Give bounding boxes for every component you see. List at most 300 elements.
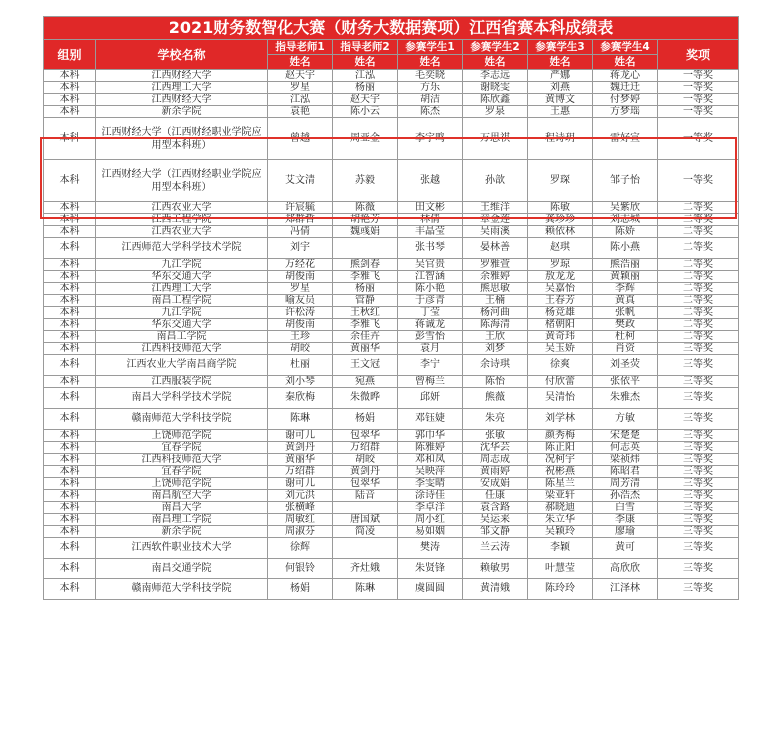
cell-student4: 张帆 [593,307,658,319]
cell-student2: 黄清娥 [463,579,528,600]
cell-group: 本科 [44,355,96,376]
cell-student4: 蒋龙心 [593,70,658,82]
cell-award: 二等奖 [658,295,739,307]
table-row [44,478,739,490]
cell-teacher2: 江泓 [333,70,398,82]
cell-student4: 陈小燕 [593,238,658,259]
cell-teacher1: 何银铃 [268,559,333,579]
cell-award: 三等奖 [658,430,739,442]
table-row [44,559,739,579]
cell-award: 一等奖 [658,106,739,118]
cell-student2: 熊薇 [463,388,528,409]
cell-award: 二等奖 [658,319,739,331]
cell-group: 本科 [44,579,96,600]
cell-student3: 祝彬燕 [528,466,593,478]
cell-group: 本科 [44,160,96,202]
cell-school: 赣南师范大学科技学院 [96,579,268,600]
cell-student2: 沈华芸 [463,442,528,454]
table-row [44,70,739,82]
cell-school: 新余学院 [96,106,268,118]
cell-student2: 邹文静 [463,526,528,538]
cell-student4: 陈娇 [593,226,658,238]
cell-award: 一等奖 [658,70,739,82]
cell-award: 一等奖 [658,118,739,160]
table-row [44,490,739,502]
cell-student4: 廖瑜 [593,526,658,538]
cell-student2: 陈海清 [463,319,528,331]
cell-teacher1: 周敏红 [268,514,333,526]
cell-school: 江西农业大学 [96,226,268,238]
cell-student3: 严娜 [528,70,593,82]
cell-award: 三等奖 [658,559,739,579]
cell-student3: 颜秀梅 [528,430,593,442]
cell-student1: 林倩 [398,214,463,226]
cell-school: 南昌交通学院 [96,559,268,579]
cell-student1: 胡洁 [398,94,463,106]
cell-teacher1: 赵天宇 [268,70,333,82]
cell-group: 本科 [44,331,96,343]
cell-student4: 樊政 [593,319,658,331]
cell-student4: 方梦瑶 [593,106,658,118]
cell-teacher2: 王秋红 [333,307,398,319]
cell-group: 本科 [44,283,96,295]
cell-award: 三等奖 [658,343,739,355]
cell-teacher1: 刘元洪 [268,490,333,502]
table-row [44,538,739,559]
cell-award: 三等奖 [658,454,739,466]
cell-student3: 陈星兰 [528,478,593,490]
cell-school: 江西农业大学南昌商学院 [96,355,268,376]
cell-student1: 李雯晴 [398,478,463,490]
cell-student3: 刘燕 [528,82,593,94]
cell-student2: 晏林善 [463,238,528,259]
cell-teacher1: 刘小琴 [268,376,333,388]
cell-student1: 毛奕晓 [398,70,463,82]
cell-group: 本科 [44,202,96,214]
cell-student3: 罗琼 [528,259,593,271]
cell-teacher1: 刘宇 [268,238,333,259]
cell-student2: 赖敏男 [463,559,528,579]
cell-student4: 吴紫欣 [593,202,658,214]
cell-award: 三等奖 [658,502,739,514]
cell-student2: 刘梦 [463,343,528,355]
cell-teacher1: 罗星 [268,82,333,94]
cell-student4: 邹子怡 [593,160,658,202]
cell-school: 江西财经大学 [96,70,268,82]
cell-group: 本科 [44,307,96,319]
cell-award: 三等奖 [658,355,739,376]
cell-teacher1: 谢可儿 [268,478,333,490]
cell-student3: 赖依林 [528,226,593,238]
cell-student3: 赵琪 [528,238,593,259]
cell-school: 江西科技师范大学 [96,454,268,466]
cell-school: 九江学院 [96,307,268,319]
cell-teacher2: 宛燕 [333,376,398,388]
cell-school: 南昌工学院 [96,331,268,343]
cell-teacher2: 陈薇 [333,202,398,214]
cell-teacher2: 赵天宇 [333,94,398,106]
table-body [44,70,739,600]
cell-teacher2: 余佳卉 [333,331,398,343]
cell-teacher2: 杨丽 [333,283,398,295]
cell-student2: 章金莲 [463,214,528,226]
cell-teacher2: 陈小云 [333,106,398,118]
cell-student4: 魏迁迁 [593,82,658,94]
table-row [44,271,739,283]
cell-teacher1: 胡皎 [268,343,333,355]
cell-teacher2: 陆音 [333,490,398,502]
cell-student4: 李康 [593,514,658,526]
cell-award: 二等奖 [658,307,739,319]
table-row [44,526,739,538]
cell-student1: 邓钰婕 [398,409,463,430]
cell-student1: 邱妍 [398,388,463,409]
cell-group: 本科 [44,238,96,259]
header-group: 组别 [44,40,96,70]
cell-student4: 朱雅杰 [593,388,658,409]
table-row [44,355,739,376]
table-row [44,579,739,600]
cell-student3: 徐爽 [528,355,593,376]
cell-student4: 刘志城 [593,214,658,226]
cell-student4: 雷好宣 [593,118,658,160]
cell-group: 本科 [44,490,96,502]
header-name: 姓名 [268,55,333,70]
cell-school: 上饶师范学院 [96,430,268,442]
cell-student2: 谢晓雯 [463,82,528,94]
cell-student2: 万思祺 [463,118,528,160]
cell-teacher1: 江泓 [268,94,333,106]
cell-teacher1: 冯倩 [268,226,333,238]
cell-teacher2: 黄丽华 [333,343,398,355]
cell-student1: 张书琴 [398,238,463,259]
header-teacher2: 指导老师2 [333,40,398,55]
cell-student1: 易如姻 [398,526,463,538]
cell-award: 二等奖 [658,238,739,259]
cell-student1: 彭雪怡 [398,331,463,343]
cell-school: 江西工程学院 [96,214,268,226]
table-row [44,343,739,355]
cell-student4: 高欣欣 [593,559,658,579]
cell-teacher2: 熊剑春 [333,259,398,271]
cell-student3: 黄博文 [528,94,593,106]
cell-teacher2: 齐灶娥 [333,559,398,579]
cell-award: 二等奖 [658,202,739,214]
cell-group: 本科 [44,94,96,106]
cell-student1: 袁月 [398,343,463,355]
cell-school: 宜春学院 [96,466,268,478]
cell-teacher2: 胡皎 [333,454,398,466]
cell-teacher2: 杨丽 [333,82,398,94]
cell-student2: 罗雅萱 [463,259,528,271]
cell-student3: 王春芳 [528,295,593,307]
cell-teacher1: 徐辉 [268,538,333,559]
table-row [44,514,739,526]
cell-group: 本科 [44,319,96,331]
header-student3: 参赛学生3 [528,40,593,55]
cell-school: 江西农业大学 [96,202,268,214]
cell-school: 赣南师范大学科技学院 [96,409,268,430]
cell-award: 三等奖 [658,514,739,526]
cell-school: 江西科技师范大学 [96,343,268,355]
cell-student4: 李辉 [593,283,658,295]
cell-student2: 熊思敏 [463,283,528,295]
cell-student1: 吴官贵 [398,259,463,271]
cell-student1: 蒋诚龙 [398,319,463,331]
cell-teacher1: 杜丽 [268,355,333,376]
cell-student2: 杨河曲 [463,307,528,319]
cell-award: 三等奖 [658,376,739,388]
cell-teacher2: 唐国斌 [333,514,398,526]
cell-award: 三等奖 [658,490,739,502]
cell-student1: 曾梅兰 [398,376,463,388]
cell-group: 本科 [44,430,96,442]
cell-student3: 王惠 [528,106,593,118]
cell-student2: 兰云涛 [463,538,528,559]
cell-group: 本科 [44,82,96,94]
cell-student3: 付欣蕾 [528,376,593,388]
cell-group: 本科 [44,214,96,226]
table-row [44,409,739,430]
cell-student1: 丰晶莹 [398,226,463,238]
cell-student2: 李志远 [463,70,528,82]
cell-award: 二等奖 [658,283,739,295]
cell-student2: 朱亮 [463,409,528,430]
table-row [44,502,739,514]
cell-student3: 龚珍珍 [528,214,593,226]
cell-teacher1: 罗星 [268,283,333,295]
cell-student3: 罗琛 [528,160,593,202]
cell-student1: 李卓洋 [398,502,463,514]
score-sheet [43,16,738,600]
cell-teacher1: 胡俊南 [268,319,333,331]
cell-student4: 黄颖丽 [593,271,658,283]
cell-award: 二等奖 [658,271,739,283]
cell-award: 一等奖 [658,160,739,202]
cell-teacher1: 黄剑丹 [268,442,333,454]
header-student2: 参赛学生2 [463,40,528,55]
cell-school: 新余学院 [96,526,268,538]
cell-student4: 杜柯 [593,331,658,343]
cell-teacher1: 袁艳 [268,106,333,118]
cell-student4: 熊浩丽 [593,259,658,271]
cell-student1: 丁莹 [398,307,463,319]
cell-student1: 邓和凤 [398,454,463,466]
cell-student3: 吴清怡 [528,388,593,409]
header-student4: 参赛学生4 [593,40,658,55]
cell-school: 南昌大学科学技术学院 [96,388,268,409]
cell-award: 三等奖 [658,526,739,538]
cell-teacher1: 王珍 [268,331,333,343]
cell-teacher2: 包翠华 [333,478,398,490]
cell-group: 本科 [44,559,96,579]
cell-school: 南昌大学 [96,502,268,514]
table-row [44,106,739,118]
table-row [44,466,739,478]
cell-school: 宜春学院 [96,442,268,454]
cell-student4: 刘圣荧 [593,355,658,376]
cell-student2: 余诗琪 [463,355,528,376]
cell-student2: 任康 [463,490,528,502]
cell-school: 江西软件职业技术大学 [96,538,268,559]
cell-school: 江西理工大学 [96,82,268,94]
cell-teacher2: 万绍群 [333,442,398,454]
table-row [44,388,739,409]
cell-teacher2 [333,538,398,559]
cell-group: 本科 [44,343,96,355]
cell-student2: 周志成 [463,454,528,466]
cell-school: 江西财经大学（江西财经职业学院应用型本科班） [96,118,268,160]
cell-student4: 黄可 [593,538,658,559]
cell-student2: 罗泉 [463,106,528,118]
header-teacher1: 指导老师1 [268,40,333,55]
cell-school: 江西服装学院 [96,376,268,388]
cell-teacher2: 管静 [333,295,398,307]
cell-school: 南昌航空大学 [96,490,268,502]
results-table [43,16,739,600]
header-name: 姓名 [463,55,528,70]
cell-group: 本科 [44,502,96,514]
cell-teacher2: 朱微晔 [333,388,398,409]
cell-student1: 周小红 [398,514,463,526]
cell-award: 三等奖 [658,478,739,490]
cell-teacher2 [333,502,398,514]
table-title: 2021财务数智化大赛（财务大数据赛项）江西省赛本科成绩表 [44,17,739,40]
cell-student3: 敖龙龙 [528,271,593,283]
cell-student3: 吴嘉怡 [528,283,593,295]
cell-teacher1: 万绍群 [268,466,333,478]
cell-group: 本科 [44,295,96,307]
cell-teacher2: 王文冠 [333,355,398,376]
table-row [44,160,739,202]
cell-teacher1: 胡俊南 [268,271,333,283]
cell-student3: 梁亚轩 [528,490,593,502]
cell-student1: 涂诗佳 [398,490,463,502]
cell-school: 江西财经大学 [96,94,268,106]
cell-student3: 李颖 [528,538,593,559]
cell-school: 江西师范大学科学技术学院 [96,238,268,259]
cell-school: 江西理工大学 [96,283,268,295]
table-row [44,319,739,331]
table-row [44,295,739,307]
cell-student1: 田文彬 [398,202,463,214]
cell-teacher1: 秦欣梅 [268,388,333,409]
cell-student4: 周芳清 [593,478,658,490]
cell-student4: 付梦婷 [593,94,658,106]
cell-student2: 王楠 [463,295,528,307]
cell-student3: 朱立华 [528,514,593,526]
cell-teacher1: 郑群哲 [268,214,333,226]
cell-group: 本科 [44,118,96,160]
cell-teacher1: 周淑芬 [268,526,333,538]
cell-student3: 吴颖玲 [528,526,593,538]
cell-student3: 黄奇玮 [528,331,593,343]
cell-student2: 袁含路 [463,502,528,514]
cell-award: 三等奖 [658,409,739,430]
cell-teacher1: 黄丽华 [268,454,333,466]
cell-student2: 余雅婷 [463,271,528,283]
cell-group: 本科 [44,442,96,454]
cell-group: 本科 [44,271,96,283]
cell-school: 华东交通大学 [96,271,268,283]
cell-teacher2: 胡艳芳 [333,214,398,226]
table-row [44,283,739,295]
cell-student3: 郝晓迪 [528,502,593,514]
header-name: 姓名 [593,55,658,70]
cell-group: 本科 [44,454,96,466]
cell-student1: 张越 [398,160,463,202]
cell-teacher1: 谢可儿 [268,430,333,442]
cell-group: 本科 [44,538,96,559]
cell-award: 二等奖 [658,259,739,271]
cell-student2: 陈怡 [463,376,528,388]
cell-group: 本科 [44,70,96,82]
cell-teacher2: 包翠华 [333,430,398,442]
cell-teacher1: 喻友员 [268,295,333,307]
cell-student3: 陈敏 [528,202,593,214]
cell-student1: 陈杰 [398,106,463,118]
cell-student4: 梁祯炜 [593,454,658,466]
cell-award: 二等奖 [658,214,739,226]
table-row [44,94,739,106]
cell-teacher2: 苏毅 [333,160,398,202]
cell-student3: 况柯宇 [528,454,593,466]
cell-student2: 陈欣鑫 [463,94,528,106]
cell-student1: 方乐 [398,82,463,94]
header-name: 姓名 [398,55,463,70]
header-award: 奖项 [658,40,739,70]
cell-teacher2: 杨娟 [333,409,398,430]
cell-student3: 吴玉娇 [528,343,593,355]
header-student1: 参赛学生1 [398,40,463,55]
cell-student2: 吴雨溪 [463,226,528,238]
cell-student1: 于彦青 [398,295,463,307]
cell-student4: 张依平 [593,376,658,388]
cell-student1: 陈雅婷 [398,442,463,454]
header-name: 姓名 [528,55,593,70]
cell-award: 一等奖 [658,82,739,94]
cell-teacher2: 魏彧娟 [333,226,398,238]
cell-teacher1: 陈琳 [268,409,333,430]
table-row [44,226,739,238]
cell-award: 三等奖 [658,442,739,454]
cell-student4: 肖资 [593,343,658,355]
cell-school: 华东交通大学 [96,319,268,331]
cell-group: 本科 [44,376,96,388]
table-row [44,214,739,226]
cell-student1: 吴映萍 [398,466,463,478]
cell-award: 二等奖 [658,226,739,238]
cell-school: 南昌理工学院 [96,514,268,526]
cell-student1: 李宁 [398,355,463,376]
cell-group: 本科 [44,409,96,430]
cell-student2: 王欣 [463,331,528,343]
cell-group: 本科 [44,106,96,118]
cell-student3: 杨竞雄 [528,307,593,319]
cell-school: 九江学院 [96,259,268,271]
table-row [44,331,739,343]
header-name: 姓名 [333,55,398,70]
cell-student3: 陈正阳 [528,442,593,454]
cell-student3: 程诗玥 [528,118,593,160]
cell-school: 上饶师范学院 [96,478,268,490]
table-row [44,259,739,271]
cell-award: 三等奖 [658,579,739,600]
cell-award: 三等奖 [658,466,739,478]
cell-student2: 张敏 [463,430,528,442]
cell-teacher1: 许松涛 [268,307,333,319]
cell-student4: 何志英 [593,442,658,454]
